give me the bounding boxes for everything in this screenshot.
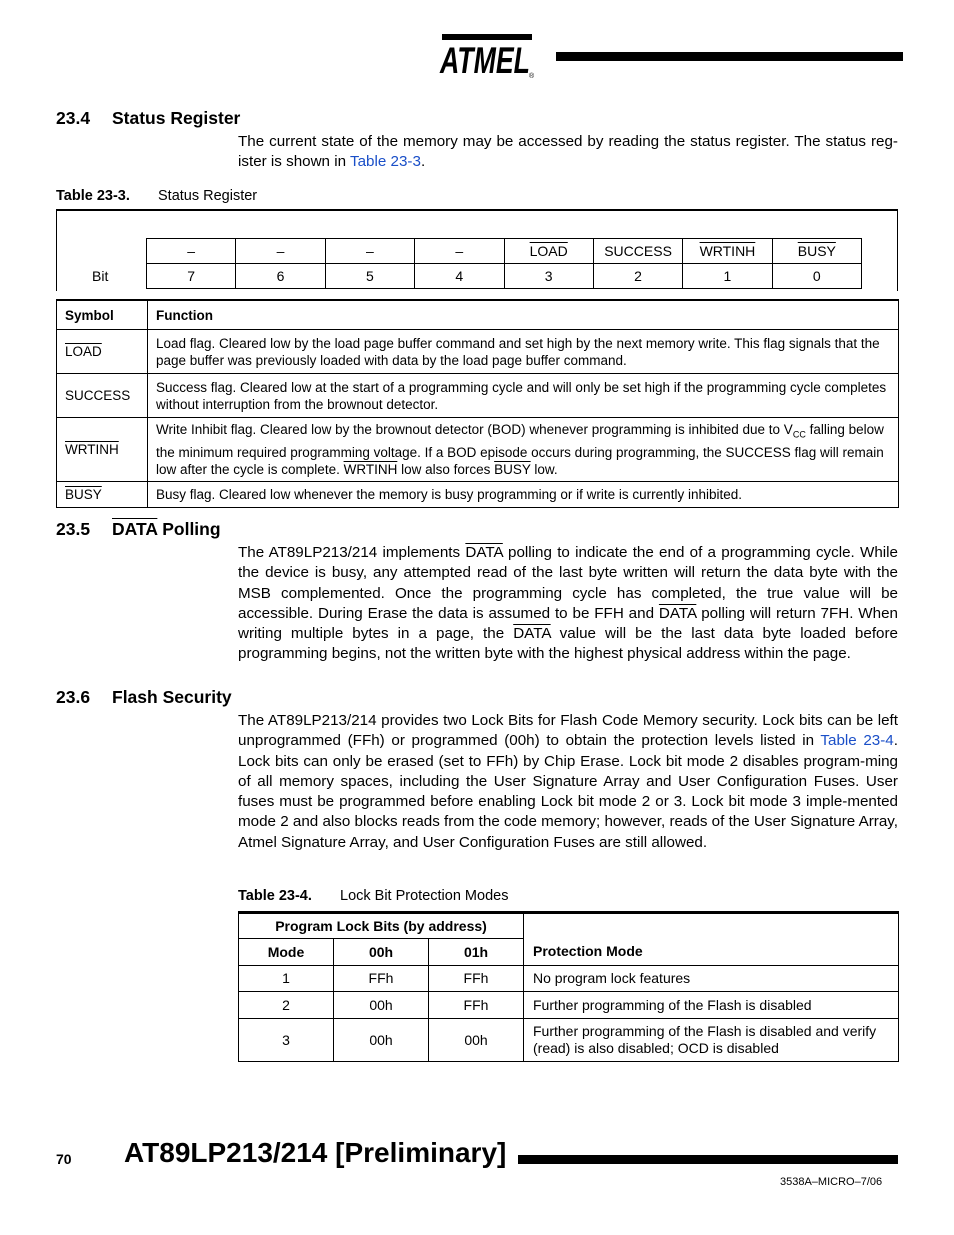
table-23-3-link[interactable]: Table 23-3 xyxy=(350,153,421,171)
function-cell: Write Inhibit flag. Cleared low by the brownout detector (BOD) whenever programming is inhibited due to $V_{CC}$ falling below the minimum required programming voltage. If a BOD episode occurs during programming, the SUCCESS flag will remain low after the cycle is complete. WRTINH low also forces BUSY low. xyxy=(148,418,899,482)
section-heading-23-6: 23.6 Flash Security xyxy=(56,687,232,707)
protection-cell: Further programming of the Flash is disabled and verify (read) is also disabled; OCD is disabled xyxy=(524,1019,899,1062)
protection-mode-header: Protection Mode xyxy=(524,913,899,966)
function-column-header: Function xyxy=(148,300,899,330)
01h-cell: FFh xyxy=(429,966,524,992)
table-23-4-caption: Table 23-4. Lock Bit Protection Modes xyxy=(238,888,509,904)
protection-cell: No program lock features xyxy=(524,966,899,992)
table-row xyxy=(57,418,899,482)
atmel-logo xyxy=(436,30,536,80)
mode-cell: 2 xyxy=(239,992,334,1019)
table-23-4-link[interactable]: Table 23-4 xyxy=(820,732,894,750)
bit-5-name: – xyxy=(325,239,414,264)
bit-number: 5 xyxy=(325,264,414,289)
footer-rule xyxy=(518,1155,898,1164)
01h-column-header: 01h xyxy=(429,939,524,966)
function-cell: Success flag. Cleared low at the start of a programming cycle and will only be set high if the programming cycle completes without interruption from the brownout detector. xyxy=(148,374,899,418)
flash-security-paragraph: The AT89LP213/214 provides two Lock Bits for Flash Code Memory security. Lock bits can be left unprogrammed (FFh) or programmed (00h) to obtain the protection levels listed in Table 23-4. Lock bits can only be erased (set to FFh) by Chip Erase. Lock bit mode 2 disables program-ming of all memory spaces, including the User Signature Array and User Configuration Fuses. User fuses must be programmed before enabling Lock bit mode 2 or 3. Lock bit mode 3 imple-mented mode 2 and also blocks reads from the code memory; however, reads of the User Signature Array, Atmel Signature Array, and User Configuration Fuses are still allowed. xyxy=(238,712,898,851)
bit-2-name: SUCCESS xyxy=(593,239,682,264)
function-cell: Load flag. Cleared low by the load page buffer command and set high by the next memory write. This flag signals that the page buffer was previously loaded with data by the load page buffer command. xyxy=(148,330,899,374)
bit-number: 0 xyxy=(772,264,861,289)
symbol-cell: WRTINH xyxy=(57,418,148,482)
bit-0-name: BUSY xyxy=(772,239,861,264)
symbol-cell: LOAD xyxy=(57,330,148,374)
section-heading-23-4: 23.4 Status Register xyxy=(56,108,241,128)
mode-cell: 3 xyxy=(239,1019,334,1062)
bit-number: 2 xyxy=(593,264,682,289)
table-row xyxy=(57,374,899,418)
bit-label: Bit xyxy=(92,268,109,284)
table-row xyxy=(57,481,899,507)
bit-numbers-row xyxy=(147,264,862,289)
header-rule xyxy=(556,52,903,61)
protection-cell: Further programming of the Flash is disabled xyxy=(524,992,899,1019)
status-register-intro: The current state of the memory may be accessed by reading the status register. The status reg-ister is shown in Table 23-3. xyxy=(238,133,898,171)
bit-7-name: – xyxy=(147,239,236,264)
document-id: 3538A–MICRO–7/06 xyxy=(780,1176,883,1188)
function-cell: Busy flag. Cleared low whenever the memory is busy programming or if write is currently inhibited. xyxy=(148,481,899,507)
logo-wordmark: ATMEL xyxy=(439,40,530,80)
01h-cell: FFh xyxy=(429,992,524,1019)
symbol-column-header: Symbol xyxy=(57,300,148,330)
status-register-function-table xyxy=(56,299,899,508)
bit-4-name: – xyxy=(415,239,504,264)
symbol-cell: SUCCESS xyxy=(57,374,148,418)
page-number: 70 xyxy=(56,1151,72,1167)
table-row xyxy=(239,966,899,992)
table-23-3-caption: Table 23-3. Status Register xyxy=(56,188,258,204)
00h-cell: 00h xyxy=(334,1019,429,1062)
document-title: AT89LP213/214 [Preliminary] xyxy=(124,1137,507,1168)
status-register-bits xyxy=(146,238,862,289)
bit-number: 1 xyxy=(683,264,772,289)
00h-column-header: 00h xyxy=(334,939,429,966)
bit-names-row xyxy=(147,239,862,264)
mode-cell: 1 xyxy=(239,966,334,992)
bit-number: 7 xyxy=(147,264,236,289)
bit-3-name: LOAD xyxy=(504,239,593,264)
01h-cell: 00h xyxy=(429,1019,524,1062)
00h-cell: 00h xyxy=(334,992,429,1019)
data-polling-paragraph: The AT89LP213/214 implements DATA polling to indicate the end of a programming cycle. While the device is busy, any attempted read of the last byte written will return the data byte with the MSB complemented. Once the programming cycle has completed, the true value will be accessible. During Erase the data is assumed to be FFH and DATA polling will return 7FH. When writing multiple bytes in a page, the DATA value will be the last data byte loaded before programming begins, not the written byte with the highest physical address within the page. xyxy=(238,544,899,663)
mode-column-header: Mode xyxy=(239,939,334,966)
symbol-cell: BUSY xyxy=(57,481,148,507)
lock-bit-protection-table xyxy=(238,911,899,1062)
registered-mark: ® xyxy=(529,73,535,80)
bit-number: 3 xyxy=(504,264,593,289)
section-heading-23-5: 23.5 DATA Polling xyxy=(56,519,221,539)
bit-number: 6 xyxy=(236,264,325,289)
00h-cell: FFh xyxy=(334,966,429,992)
bit-number: 4 xyxy=(415,264,504,289)
bit-6-name: – xyxy=(236,239,325,264)
table-row xyxy=(239,1019,899,1062)
bit-1-name: WRTINH xyxy=(683,239,772,264)
table-row xyxy=(239,992,899,1019)
table-row xyxy=(57,330,899,374)
program-lock-bits-header: Program Lock Bits (by address) xyxy=(239,913,524,939)
